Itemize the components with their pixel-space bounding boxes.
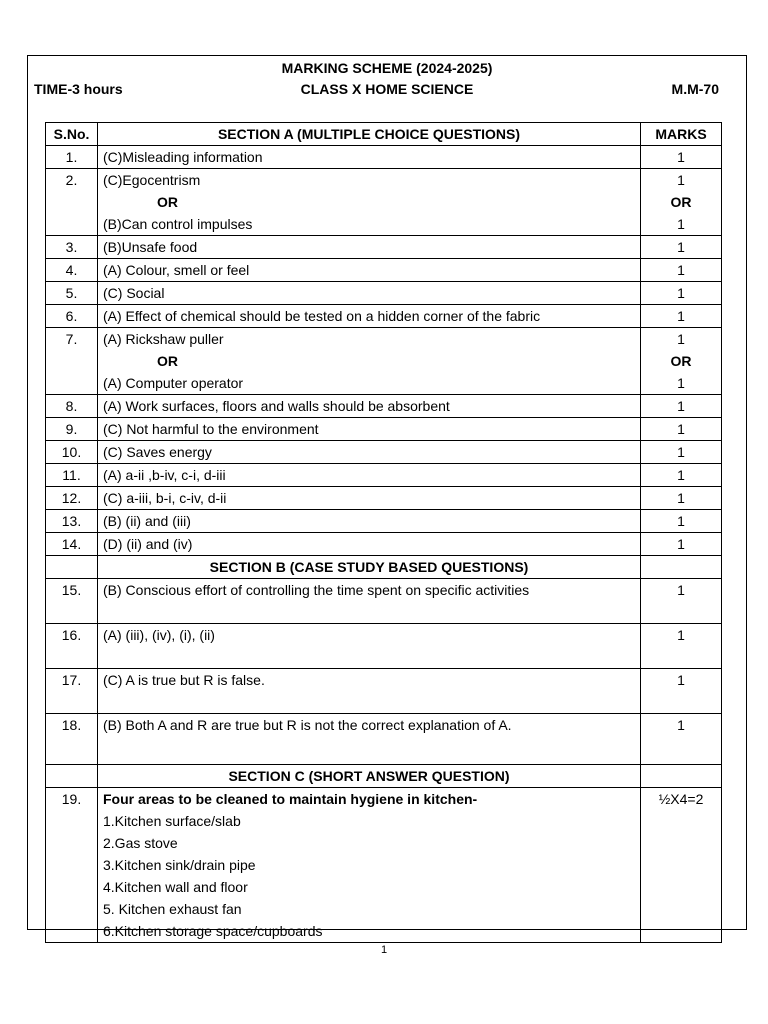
answer-text: (A) Rickshaw puller	[103, 331, 224, 347]
answer-point: 3.Kitchen sink/drain pipe	[103, 857, 256, 873]
marks-value: 1	[641, 579, 722, 624]
section-b-row	[46, 556, 722, 579]
question-number: 11.	[46, 464, 98, 487]
alternate-answer-text: (B)Can control impulses	[103, 216, 253, 232]
answer-cell	[98, 788, 641, 943]
answer-point: 2.Gas stove	[103, 835, 178, 851]
table-row	[46, 395, 722, 418]
table-header-row	[46, 123, 722, 146]
question-number: 3.	[46, 236, 98, 259]
table-row	[46, 533, 722, 556]
answer-text: (A) Effect of chemical should be tested on a hidden corner of the fabric	[98, 305, 641, 328]
marks-value: 1	[641, 441, 722, 464]
marks-value: 1	[641, 714, 722, 765]
answer-text: (A) (iii), (iv), (i), (ii)	[98, 624, 641, 669]
question-number: 8.	[46, 395, 98, 418]
question-number: 9.	[46, 418, 98, 441]
exam-time: TIME-3 hours	[34, 81, 123, 97]
table-row	[46, 464, 722, 487]
answer-text: (C) Saves energy	[98, 441, 641, 464]
marks-value: 1	[641, 305, 722, 328]
marks-value: 1	[641, 624, 722, 669]
marks-cell	[641, 169, 722, 236]
marks-cell	[641, 328, 722, 395]
alternate-marks-value: 1	[677, 216, 685, 232]
answer-text: (D) (ii) and (iv)	[98, 533, 641, 556]
answer-point: 6.Kitchen storage space/cupboards	[103, 923, 323, 939]
or-label: OR	[670, 353, 692, 369]
table-row	[46, 510, 722, 533]
answer-cell	[98, 328, 641, 395]
table-row	[46, 328, 722, 395]
answer-text: (C) a-iii, b-i, c-iv, d-ii	[98, 487, 641, 510]
marks-value: 1	[641, 395, 722, 418]
table-row	[46, 579, 722, 624]
section-a-heading: SECTION A (MULTIPLE CHOICE QUESTIONS)	[98, 123, 641, 146]
or-label: OR	[157, 194, 178, 210]
question-number: 19.	[46, 788, 98, 943]
section-c-row	[46, 765, 722, 788]
answer-text: (A) Work surfaces, floors and walls should be absorbent	[98, 395, 641, 418]
table-row	[46, 169, 722, 236]
marks-value: ½X4=2	[641, 788, 722, 943]
table-row	[46, 669, 722, 714]
table-row	[46, 441, 722, 464]
marks-value: 1	[641, 533, 722, 556]
max-marks: M.M-70	[671, 81, 719, 97]
col-sno-header: S.No.	[46, 123, 98, 146]
table-row	[46, 418, 722, 441]
question-number: 6.	[46, 305, 98, 328]
question-number: 7.	[46, 328, 98, 395]
question-number: 15.	[46, 579, 98, 624]
marks-value: 1	[641, 146, 722, 169]
table-row	[46, 487, 722, 510]
empty-cell	[46, 765, 98, 788]
question-number: 18.	[46, 714, 98, 765]
empty-cell	[46, 556, 98, 579]
alternate-marks-value: 1	[677, 375, 685, 391]
page-frame	[27, 55, 747, 939]
table-row	[46, 282, 722, 305]
table-row	[46, 714, 722, 765]
marks-value: 1	[641, 282, 722, 305]
question-number: 10.	[46, 441, 98, 464]
marks-value: 1	[641, 510, 722, 533]
marks-value: 1	[641, 464, 722, 487]
or-label: OR	[157, 353, 178, 369]
marks-value: 1	[641, 418, 722, 441]
answer-text: (B) (ii) and (iii)	[98, 510, 641, 533]
answer-point: 1.Kitchen surface/slab	[103, 813, 241, 829]
question-number: 12.	[46, 487, 98, 510]
table-row	[46, 146, 722, 169]
answer-text: (C) Social	[98, 282, 641, 305]
question-number: 2.	[46, 169, 98, 236]
question-number: 13.	[46, 510, 98, 533]
scheme-title: MARKING SCHEME (2024-2025)	[281, 60, 493, 76]
answer-text: (A) a-ii ,b-iv, c-i, d-iii	[98, 464, 641, 487]
section-c-heading: SECTION C (SHORT ANSWER QUESTION)	[98, 765, 641, 788]
answer-text: (C) Not harmful to the environment	[98, 418, 641, 441]
marks-value: 1	[641, 487, 722, 510]
section-b-heading: SECTION B (CASE STUDY BASED QUESTIONS)	[98, 556, 641, 579]
answer-text: (B)Unsafe food	[98, 236, 641, 259]
col-marks-header: MARKS	[641, 123, 722, 146]
answer-text: (C)Misleading information	[98, 146, 641, 169]
table-row	[46, 624, 722, 669]
class-subject: CLASS X HOME SCIENCE	[300, 81, 474, 97]
answer-text: (C) A is true but R is false.	[98, 669, 641, 714]
question-number: 17.	[46, 669, 98, 714]
answer-text: (B) Conscious effort of controlling the time spent on specific activities	[98, 579, 641, 624]
marks-value: 1	[677, 331, 685, 347]
alternate-answer-text: (A) Computer operator	[103, 375, 244, 391]
table-row	[46, 236, 722, 259]
question-number: 4.	[46, 259, 98, 282]
answer-cell	[98, 169, 641, 236]
marking-table	[45, 122, 722, 943]
marks-value: 1	[641, 669, 722, 714]
empty-cell	[641, 556, 722, 579]
question-number: 5.	[46, 282, 98, 305]
table-row	[46, 305, 722, 328]
answer-text: (B) Both A and R are true but R is not the correct explanation of A.	[98, 714, 641, 765]
answer-point: 4.Kitchen wall and floor	[103, 879, 248, 895]
question-number: 16.	[46, 624, 98, 669]
question-number: 1.	[46, 146, 98, 169]
page-number: 1	[380, 944, 388, 956]
answer-heading: Four areas to be cleaned to maintain hygiene in kitchen-	[103, 791, 478, 807]
table-row	[46, 788, 722, 943]
table-row	[46, 259, 722, 282]
marks-value: 1	[641, 259, 722, 282]
answer-text: (A) Colour, smell or feel	[98, 259, 641, 282]
or-label: OR	[670, 194, 692, 210]
answer-point: 5. Kitchen exhaust fan	[103, 901, 242, 917]
question-number: 14.	[46, 533, 98, 556]
answer-text: (C)Egocentrism	[103, 172, 201, 188]
marks-value: 1	[677, 172, 685, 188]
empty-cell	[641, 765, 722, 788]
marks-value: 1	[641, 236, 722, 259]
